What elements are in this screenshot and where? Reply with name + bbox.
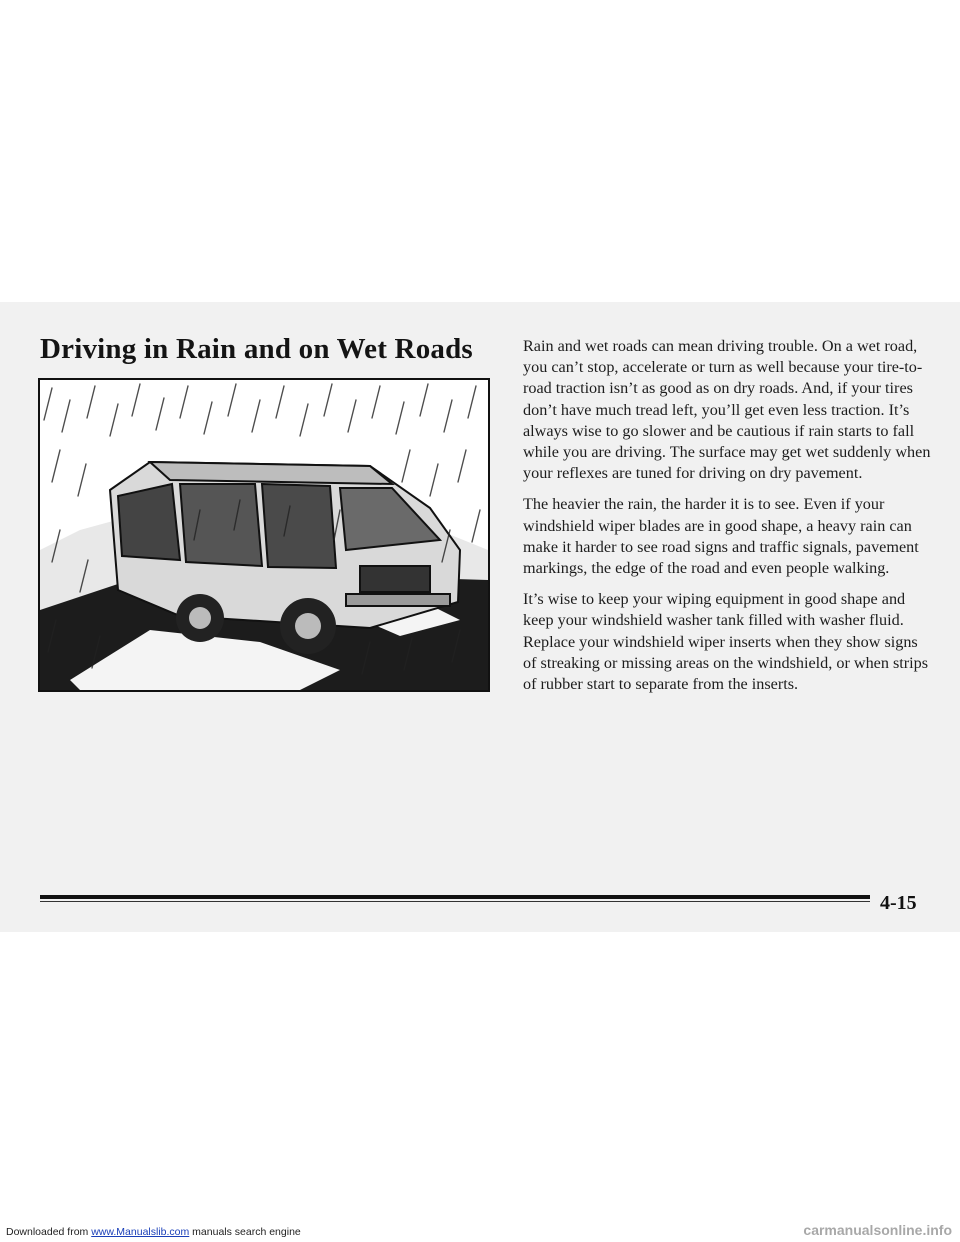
watermark-text: carmanualsonline.info — [803, 1222, 952, 1238]
footer-prefix: Downloaded from — [6, 1226, 92, 1238]
manualslib-link[interactable]: www.Manualslib.com — [91, 1226, 190, 1238]
paragraph-2: The heavier the rain, the harder it is to see. Even if your windshield wiper blades are in good shape, a heavy rain can make it harder to see road signs and traffic signals, pavement markings, the edge of the road and even people walking. — [523, 495, 919, 578]
body-text — [523, 336, 935, 705]
download-footer — [6, 1226, 301, 1238]
van-in-rain-illustration — [38, 378, 490, 692]
footer-rule-thin — [40, 901, 870, 902]
page-number: 4-15 — [880, 892, 917, 914]
page-title: Driving in Rain and on Wet Roads — [40, 333, 473, 365]
footer-rule — [40, 895, 870, 899]
paragraph-1: Rain and wet roads can mean driving trouble. On a wet road, you can’t stop, accelerate or turn as well because your tire-to-road traction isn’t as good as on dry roads. And, if your tires don’t have much tread left, you’ll get even less traction. It’s always wise to go slower and be cautious if rain starts to fall while you are driving. The surface may get wet suddenly when your reflexes are tuned for driving on dry pavement. — [523, 337, 931, 483]
footer-suffix: manuals search engine — [189, 1226, 301, 1238]
paragraph-3: It’s wise to keep your wiping equipment in good shape and keep your windshield washer tank filled with washer fluid. Replace your windshield wiper inserts when they show signs of streaking or missing areas on the windshield, or when strips of rubber start to separate from the inserts. — [523, 590, 929, 694]
